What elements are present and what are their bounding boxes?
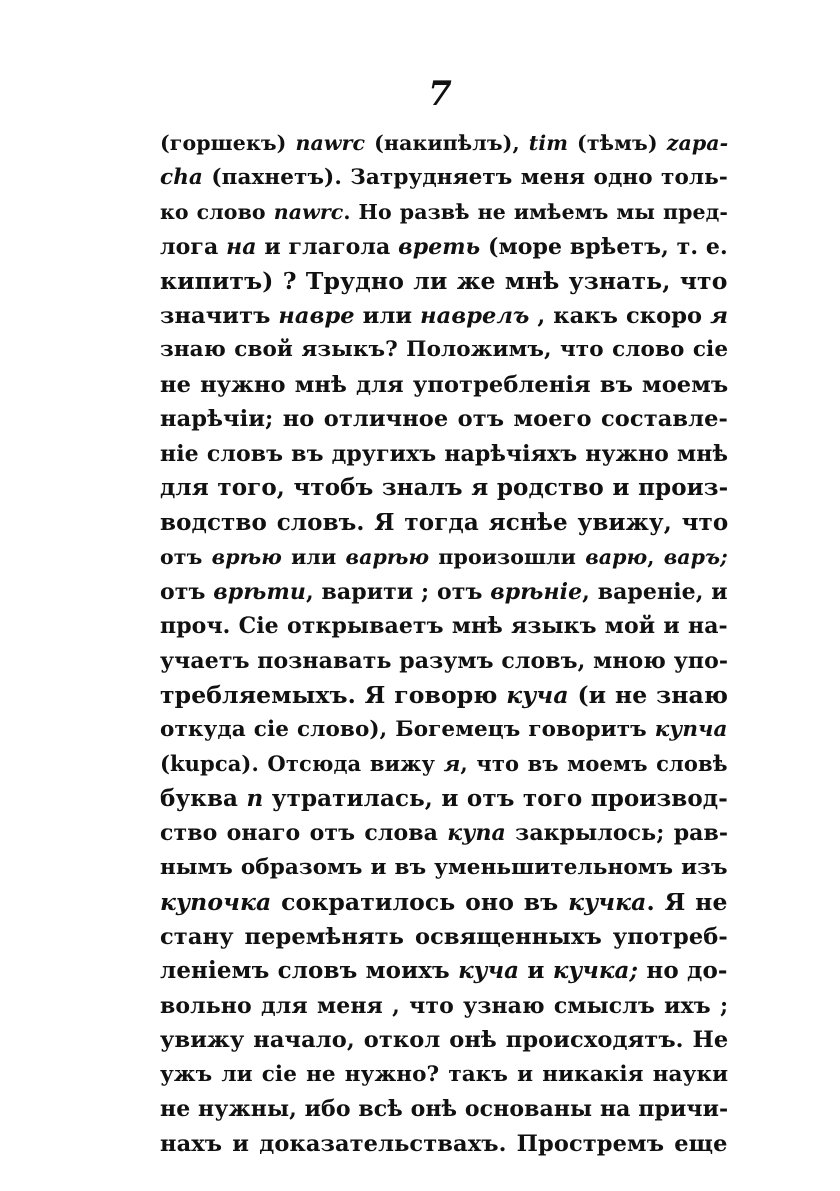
text-run: значитъ bbox=[160, 302, 279, 329]
text-line bbox=[160, 1058, 728, 1093]
text-run: и bbox=[519, 957, 553, 984]
text-line bbox=[160, 368, 728, 403]
text-line bbox=[160, 954, 728, 989]
text-run: откуда сiе слово), Богемецъ говоритъ bbox=[160, 716, 655, 742]
text-line bbox=[160, 1023, 728, 1058]
text-run: произошли bbox=[429, 545, 586, 569]
text-run: проч. Сiе открываетъ мнѣ языкъ мой и на- bbox=[160, 613, 728, 639]
text-line bbox=[160, 989, 728, 1024]
text-line bbox=[160, 782, 728, 817]
text-run: закрылось; рав- bbox=[505, 820, 729, 846]
italic-word: купочка bbox=[160, 888, 272, 916]
italic-word: купча bbox=[654, 716, 728, 742]
italic-word: врѣю bbox=[211, 545, 282, 569]
italic-word: купа bbox=[447, 820, 506, 846]
text-run: . Но развѣ не имѣемъ мы пред- bbox=[343, 200, 729, 224]
text-run: (море врѣетъ, т. е. bbox=[480, 233, 728, 260]
text-run: (тѣмъ) bbox=[568, 131, 667, 155]
text-run: отъ bbox=[160, 545, 212, 569]
italic-word: куча bbox=[458, 957, 520, 984]
text-run: (горшекъ) bbox=[160, 131, 296, 155]
text-run: , bbox=[647, 545, 664, 569]
text-run: , какъ скоро bbox=[529, 302, 711, 329]
italic-word: вреть bbox=[398, 233, 481, 260]
text-line bbox=[160, 471, 728, 506]
italic-word: варю bbox=[585, 545, 648, 569]
text-line bbox=[160, 161, 728, 196]
text-line bbox=[160, 885, 728, 920]
text-run: (пахнетъ). Затрудняетъ меня одно толь- bbox=[202, 164, 728, 190]
text-run: стану перемѣнять освященныхъ употреб- bbox=[160, 923, 728, 950]
text-run: не нужны, ибо всѣ онѣ основаны на причи- bbox=[160, 1096, 729, 1122]
text-run: (накипѣлъ), bbox=[365, 131, 529, 155]
text-run: нарѣчiи; но отличное отъ моего составле- bbox=[160, 406, 728, 432]
text-line bbox=[160, 264, 728, 299]
text-line bbox=[160, 851, 728, 886]
italic-word: куча bbox=[506, 681, 569, 709]
italic-word: варъ; bbox=[663, 545, 728, 569]
body-text bbox=[160, 126, 728, 1161]
text-line bbox=[160, 713, 728, 748]
italic-word: кучка; bbox=[552, 957, 639, 984]
text-run: ленiемъ словъ моихъ bbox=[160, 957, 459, 984]
text-run: и глагола bbox=[256, 233, 399, 260]
text-run: знаю свой языкъ? Положимъ, что слово сiе bbox=[160, 337, 729, 362]
text-line bbox=[160, 678, 728, 713]
text-run: требляемыхъ. Я говорю bbox=[160, 681, 507, 709]
italic-word: кучка bbox=[568, 888, 647, 916]
text-run: утратилась, и отъ того производ- bbox=[263, 784, 728, 812]
text-line bbox=[160, 437, 728, 472]
text-run: нымъ образомъ и въ уменьшительномъ изъ bbox=[160, 854, 728, 880]
italic-word: nawrc bbox=[273, 200, 344, 224]
italic-word: п bbox=[246, 784, 264, 812]
text-run: сократилось оно въ bbox=[271, 888, 569, 916]
italic-word: на bbox=[226, 233, 257, 260]
text-run: для того, чтобъ зналъ я родство и произ- bbox=[160, 474, 729, 501]
text-run: не нужно мнѣ для употребленiя въ моемъ bbox=[160, 371, 729, 398]
italic-word: я bbox=[710, 302, 729, 329]
text-run: буква bbox=[160, 784, 247, 812]
text-line bbox=[160, 333, 728, 368]
text-line bbox=[160, 299, 728, 334]
text-run: , варенiе, и bbox=[582, 578, 728, 605]
text-run: , варити ; отъ bbox=[305, 578, 491, 605]
text-run: . Я не bbox=[646, 888, 728, 916]
text-run: ко слово bbox=[160, 200, 274, 224]
text-line bbox=[160, 126, 728, 161]
italic-word: варѣю bbox=[345, 545, 430, 569]
text-line bbox=[160, 540, 728, 575]
text-line bbox=[160, 747, 728, 782]
text-line bbox=[160, 506, 728, 541]
italic-word: врѣти bbox=[213, 578, 306, 605]
text-run: водство словъ. Я тогда яснѣе увижу, что bbox=[160, 508, 729, 536]
text-run: нiе словъ въ другихъ нарѣчiяхъ нужно мнѣ bbox=[160, 440, 729, 467]
text-run: кипитъ) ? Трудно ли же мнѣ узнать, что bbox=[160, 267, 728, 295]
text-run: или bbox=[281, 545, 346, 569]
text-line bbox=[160, 816, 728, 851]
text-line bbox=[160, 609, 728, 644]
text-run: (и не знаю bbox=[568, 681, 729, 709]
italic-word: nawrc bbox=[295, 131, 366, 155]
text-run: (kupca). Отсюда вижу bbox=[160, 751, 444, 776]
text-run: ужъ ли сiе не нужно? такъ и никакiя науки bbox=[160, 1061, 729, 1087]
text-run: но до- bbox=[638, 957, 728, 984]
text-run: лога bbox=[160, 233, 227, 260]
italic-word: навре bbox=[278, 302, 355, 329]
text-line bbox=[160, 1127, 728, 1162]
italic-word: zapa- bbox=[666, 131, 729, 155]
text-line bbox=[160, 1092, 728, 1127]
text-run: , что въ моемъ словѣ bbox=[460, 751, 728, 776]
text-line bbox=[160, 230, 728, 265]
italic-word: наврелъ bbox=[420, 302, 530, 329]
text-run: учаетъ познавать разумъ словъ, мною упо- bbox=[160, 647, 729, 674]
text-run: вольно для меня , что узнаю смыслъ ихъ ; bbox=[160, 992, 729, 1019]
text-run: увижу начало, откол онѣ происходятъ. Не bbox=[160, 1027, 729, 1053]
italic-word: я bbox=[443, 751, 461, 776]
italic-word: cha bbox=[160, 164, 203, 190]
text-line bbox=[160, 402, 728, 437]
text-line bbox=[160, 644, 728, 679]
text-line bbox=[160, 575, 728, 610]
text-line bbox=[160, 195, 728, 230]
text-run: отъ bbox=[160, 578, 214, 605]
text-run: или bbox=[354, 302, 421, 329]
italic-word: врѣнiе bbox=[490, 578, 583, 605]
text-run: нахъ и доказательствахъ. Простремъ еще bbox=[160, 1130, 728, 1157]
text-line bbox=[160, 920, 728, 955]
italic-word: tim bbox=[528, 131, 568, 155]
text-run: ство онаго отъ слова bbox=[160, 820, 448, 846]
page-number: 7 bbox=[428, 74, 452, 114]
